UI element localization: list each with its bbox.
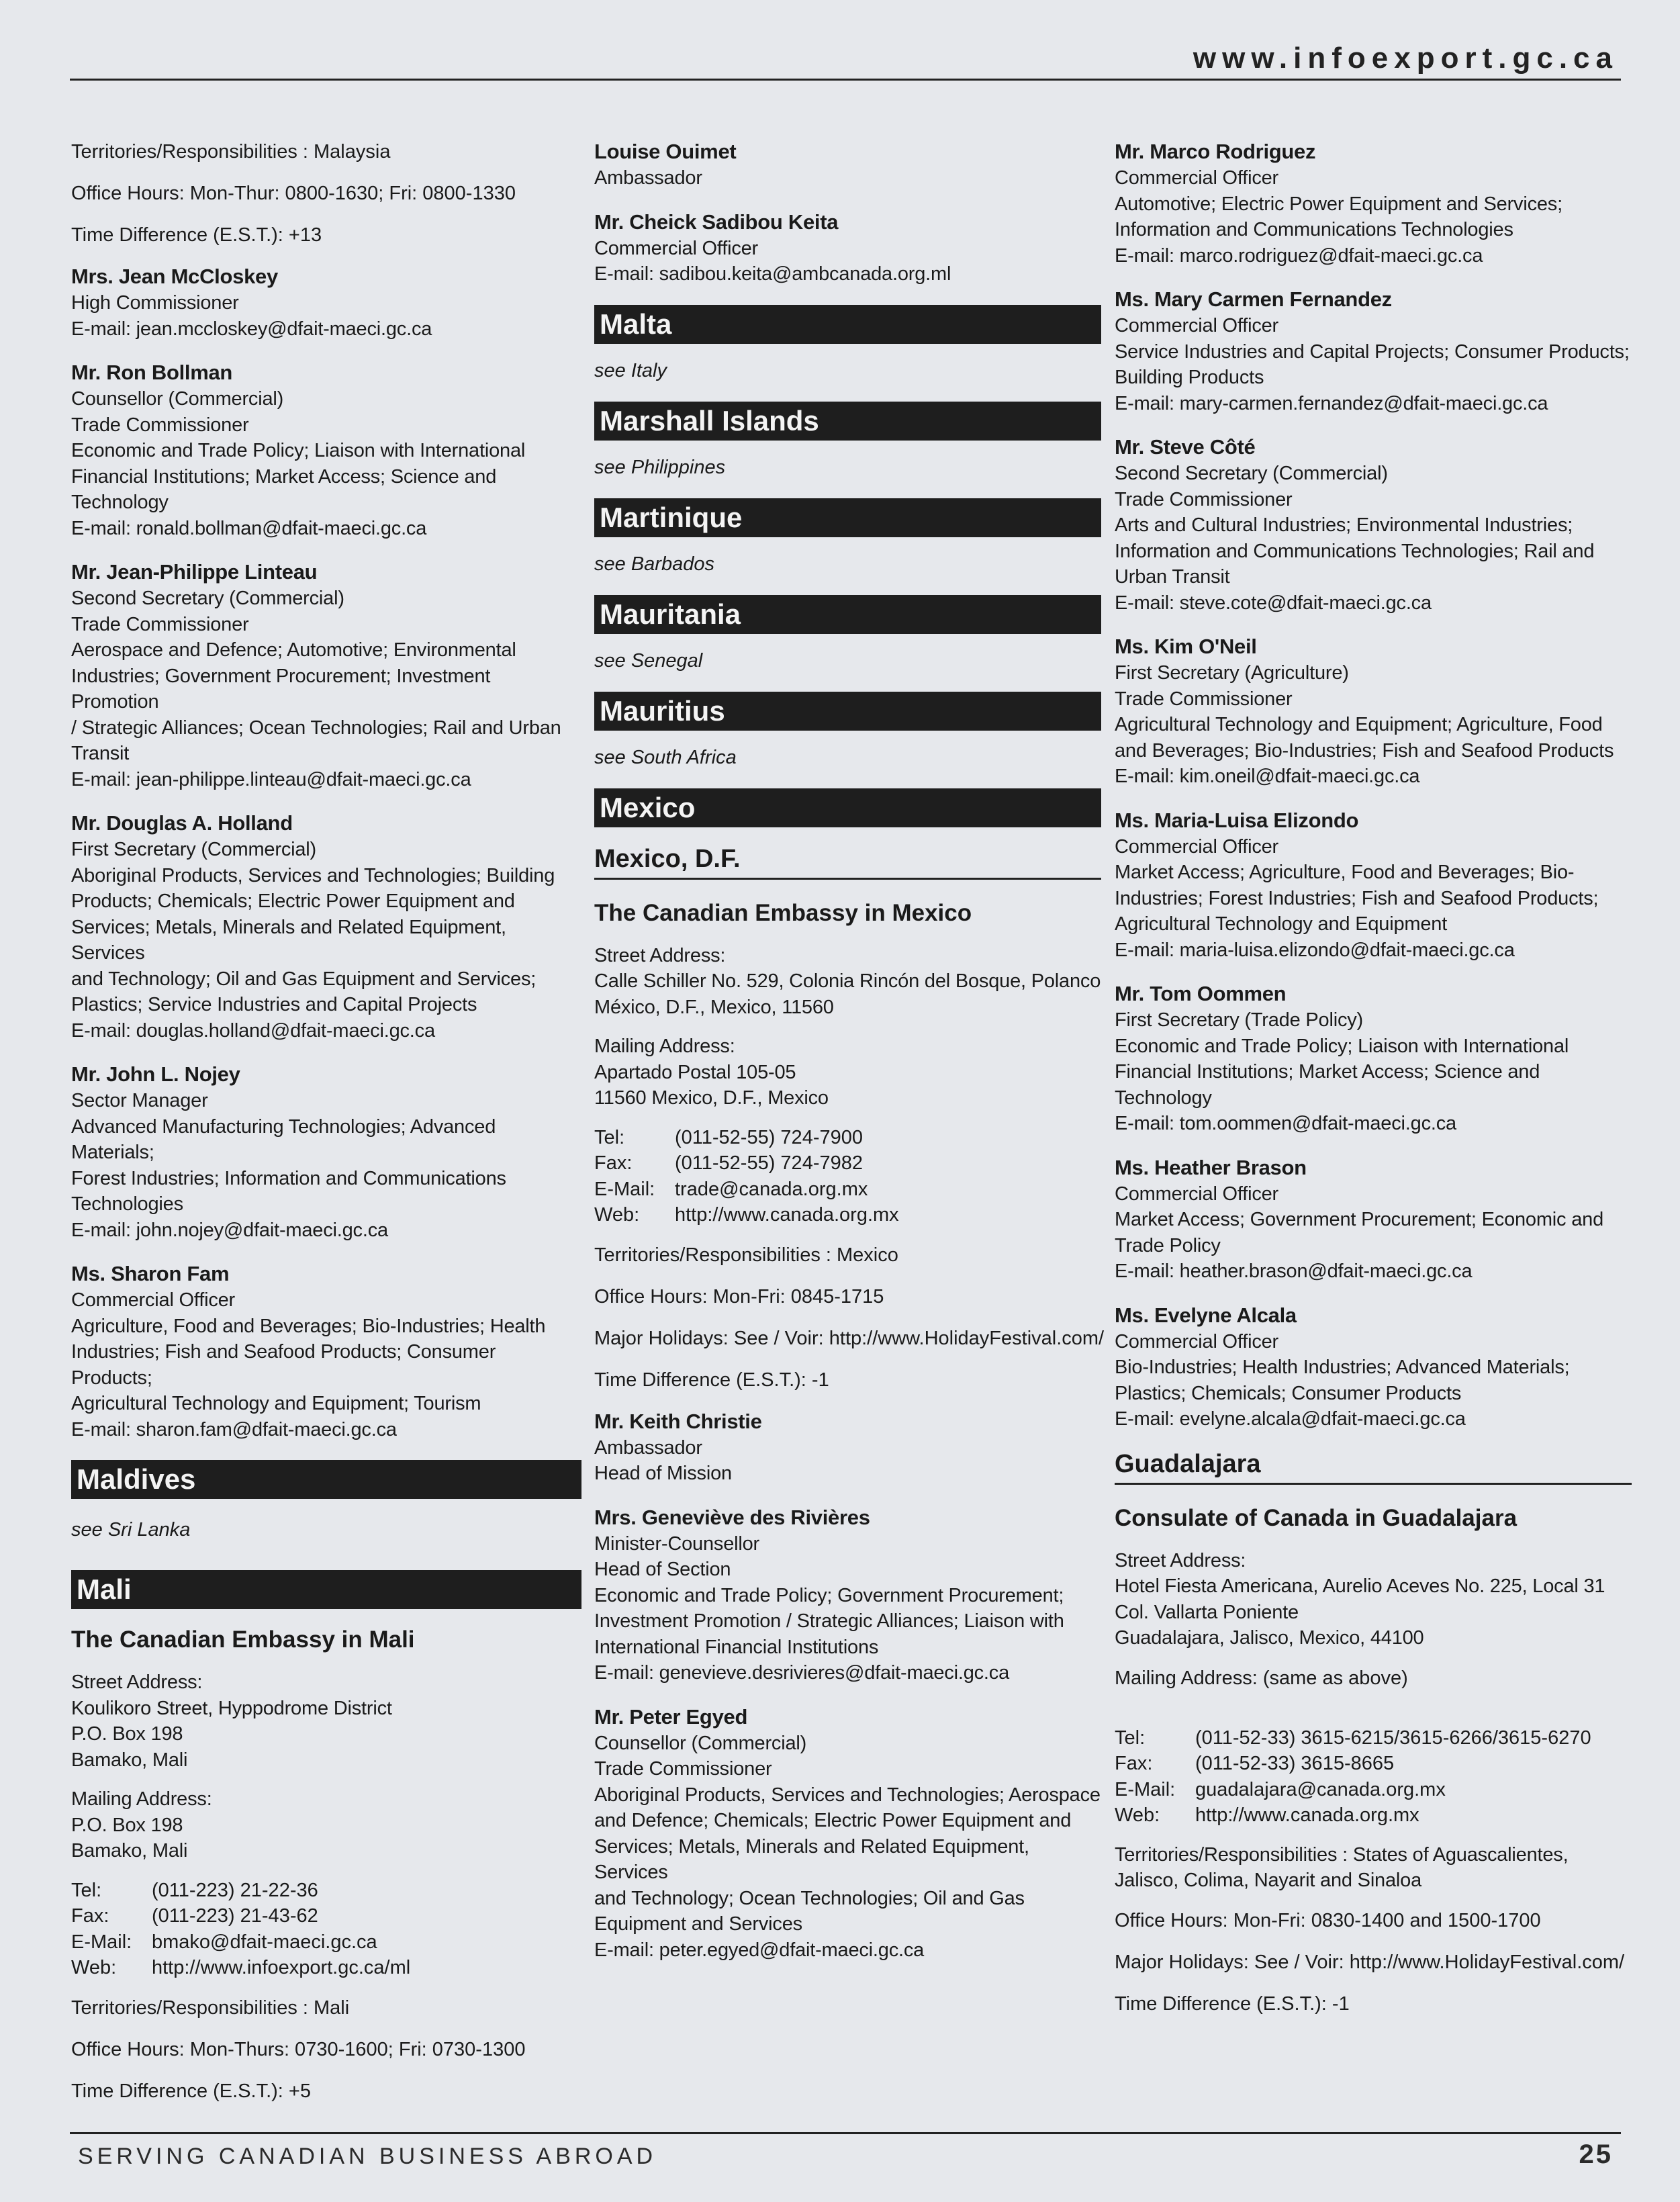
mexico-contacts <box>594 1125 1101 1228</box>
person-detail: Building Products <box>1115 367 1264 388</box>
person-name: Mrs. Geneviève des Rivières <box>594 1505 870 1529</box>
person-detail: First Secretary (Agriculture) <box>1115 662 1349 684</box>
site-url[interactable]: www.infoexport.gc.ca <box>1193 42 1618 75</box>
see-reference-note: see Senegal <box>594 649 703 672</box>
time-difference-mexico: Time Difference (E.S.T.): -1 <box>594 1369 829 1391</box>
col3-people-list <box>1115 138 1632 1432</box>
see-reference-note: see Barbados <box>594 553 714 575</box>
person-detail: Trade Commissioner <box>1115 488 1293 510</box>
person-email[interactable]: E-mail: tom.oommen@dfait-maeci.gc.ca <box>1115 1113 1456 1134</box>
contact-value: (011-223) 21-22-36 <box>152 1879 318 1901</box>
person-email[interactable]: E-mail: jean.mccloskey@dfait-maeci.gc.ca <box>71 318 432 340</box>
contact-person <box>594 138 1101 191</box>
person-detail: Market Access; Agriculture, Food and Beverages; Bio- <box>1115 862 1575 883</box>
see-reference-note: see South Africa <box>594 746 737 768</box>
address-line: 11560 Mexico, D.F., Mexico <box>594 1087 829 1109</box>
person-detail: Sector Manager <box>71 1090 208 1111</box>
major-holidays-mexico: Major Holidays: See / Voir: http://www.HolidayFestival.com/ <box>594 1327 1105 1349</box>
territories-line: Jalisco, Colima, Nayarit and Sinaloa <box>1115 1870 1422 1891</box>
person-email[interactable]: E-mail: sharon.fam@dfait-maeci.gc.ca <box>71 1418 397 1440</box>
mali-street-address <box>71 1669 581 1773</box>
person-detail: Technology <box>71 492 169 513</box>
street-address-label: Street Address: <box>594 944 726 966</box>
person-detail: Transit <box>71 743 130 764</box>
person-email[interactable]: E-mail: mary-carmen.fernandez@dfait-maeci.gc.ca <box>1115 392 1548 414</box>
person-detail: Head of Mission <box>594 1463 732 1484</box>
person-name: Ms. Heather Brason <box>1115 1155 1307 1179</box>
person-detail: Commercial Officer <box>1115 835 1279 858</box>
time-difference-guadalajara: Time Difference (E.S.T.): -1 <box>1115 1992 1350 2015</box>
person-detail: Equipment and Services <box>594 1913 802 1935</box>
contact-person <box>594 1704 1101 1964</box>
person-detail: and Defence; Chemicals; Electric Power Equipment and <box>594 1810 1072 1831</box>
person-detail: Products; Chemicals; Electric Power Equipment and <box>71 890 515 912</box>
person-name: Mr. Cheick Sadibou Keita <box>594 210 839 234</box>
person-detail: Aboriginal Products, Services and Technologies; Building <box>71 864 555 886</box>
person-detail: Service Industries and Capital Projects; Consumer Products; <box>1115 340 1630 363</box>
person-detail: Ambassador <box>594 1436 702 1459</box>
office-title-mexico: The Canadian Embassy in Mexico <box>594 899 972 926</box>
person-name: Mr. Douglas A. Holland <box>71 811 293 835</box>
contact-key: Fax: <box>1115 1753 1153 1774</box>
person-detail: Investment Promotion / Strategic Alliances; Liaison with <box>594 1610 1064 1632</box>
contact-person <box>71 1260 581 1442</box>
office-title-mali: The Canadian Embassy in Mali <box>71 1626 415 1653</box>
person-detail: Trade Commissioner <box>594 1758 772 1780</box>
territories-line: Territories/Responsibilities : States of Aguascalientes, <box>1115 1843 1569 1866</box>
contact-value: (011-52-55) 724-7982 <box>675 1152 863 1174</box>
person-email[interactable]: E-mail: evelyne.alcala@dfait-maeci.gc.ca <box>1115 1408 1466 1430</box>
person-detail: Counsellor (Commercial) <box>594 1732 807 1754</box>
contact-person <box>594 1504 1101 1686</box>
person-detail: Agricultural Technology and Equipment; Tourism <box>71 1393 481 1414</box>
person-detail: Plastics; Chemicals; Consumer Products <box>1115 1382 1462 1404</box>
office-hours-mali: Office Hours: Mon-Thurs: 0730-1600; Fri: 0730-1300 <box>71 2038 526 2060</box>
person-detail: and Beverages; Bio-Industries; Fish and Seafood Products <box>1115 739 1614 762</box>
contact-person <box>71 559 581 792</box>
person-detail: Commercial Officer <box>1115 1330 1279 1352</box>
person-name: Mr. Jean-Philippe Linteau <box>71 560 318 584</box>
person-name: Mr. Ron Bollman <box>71 361 233 384</box>
contact-key: Web: <box>594 1204 640 1226</box>
contact-person <box>71 810 581 1044</box>
person-detail: Aerospace and Defence; Automotive; Environmental <box>71 639 516 661</box>
person-email[interactable]: E-mail: kim.oneil@dfait-maeci.gc.ca <box>1115 766 1420 787</box>
person-detail: Automotive; Electric Power Equipment and Services; <box>1115 193 1562 215</box>
major-holidays-guadalajara: Major Holidays: See / Voir: http://www.HolidayFestival.com/ <box>1115 1951 1625 1973</box>
contact-person <box>1115 286 1632 416</box>
address-line: P.O. Box 198 <box>71 1723 183 1745</box>
country-heading: Marshall Islands <box>594 402 1101 441</box>
contact-row <box>594 1177 1101 1203</box>
contact-person <box>1115 138 1632 269</box>
person-detail: Trade Policy <box>1115 1234 1221 1256</box>
address-line: Koulikoro Street, Hyppodrome District <box>71 1697 392 1719</box>
col2-people-bottom-list <box>594 1408 1101 1964</box>
person-detail: Commercial Officer <box>1115 167 1279 189</box>
contact-row <box>1115 1777 1632 1803</box>
person-email[interactable]: E-mail: maria-luisa.elizondo@dfait-maeci.gc.ca <box>1115 939 1515 961</box>
person-name: Mr. Peter Egyed <box>594 1704 748 1729</box>
top-rule <box>70 79 1621 81</box>
person-detail: Forest Industries; Information and Communications <box>71 1167 506 1189</box>
person-email[interactable]: E-mail: marco.rodriguez@dfait-maeci.gc.ca <box>1115 244 1483 267</box>
contact-row <box>1115 1725 1632 1751</box>
contact-person <box>594 209 1101 287</box>
contact-web-link[interactable]: http://www.infoexport.gc.ca/ml <box>152 1957 411 1978</box>
street-address-label: Street Address: <box>1115 1549 1246 1571</box>
contact-person <box>1115 980 1632 1137</box>
column-2 <box>594 138 1105 1980</box>
mali-mailing-address <box>71 1786 581 1864</box>
contact-key: E-Mail: <box>71 1931 132 1953</box>
contact-value: (011-223) 21-43-62 <box>152 1905 318 1927</box>
address-line: México, D.F., Mexico, 11560 <box>594 996 834 1018</box>
contact-email-link[interactable]: trade@canada.org.mx <box>675 1178 868 1200</box>
person-detail: Technologies <box>71 1193 183 1215</box>
country-see-sections <box>594 305 1101 771</box>
contact-row <box>71 1929 581 1956</box>
contact-row <box>594 1202 1101 1228</box>
person-detail: Commercial Officer <box>1115 1183 1279 1205</box>
person-name: Mr. John L. Nojey <box>71 1062 240 1086</box>
person-email[interactable]: E-mail: genevieve.desrivieres@dfait-maeci.gc.ca <box>594 1662 1010 1684</box>
person-detail: Second Secretary (Commercial) <box>71 588 344 609</box>
person-detail: Information and Communications Technologies <box>1115 219 1513 240</box>
person-email[interactable]: E-mail: heather.brason@dfait-maeci.gc.ca <box>1115 1260 1473 1282</box>
person-detail: Commercial Officer <box>594 237 759 259</box>
person-detail: First Secretary (Trade Policy) <box>1115 1009 1363 1031</box>
address-line: Calle Schiller No. 529, Colonia Rincón del Bosque, Polanco <box>594 970 1101 992</box>
contact-person <box>1115 633 1632 790</box>
person-detail: Counsellor (Commercial) <box>71 388 284 410</box>
country-heading: Malta <box>594 305 1101 344</box>
contact-key: Fax: <box>71 1905 109 1927</box>
country-heading: Martinique <box>594 498 1101 537</box>
contact-person <box>71 263 581 342</box>
person-name: Ms. Kim O'Neil <box>1115 635 1257 658</box>
contact-person <box>1115 1302 1632 1432</box>
person-detail: High Commissioner <box>71 292 239 314</box>
person-email[interactable]: E-mail: john.nojey@dfait-maeci.gc.ca <box>71 1219 388 1241</box>
person-email[interactable]: E-mail: ronald.bollman@dfait-maeci.gc.ca <box>71 517 427 539</box>
contact-email-link[interactable]: guadalajara@canada.org.mx <box>1195 1778 1446 1800</box>
address-line: Bamako, Mali <box>71 1840 188 1862</box>
city-heading-mexico-df: Mexico, D.F. <box>594 845 1101 880</box>
person-detail: and Technology; Oil and Gas Equipment and Services; <box>71 968 536 990</box>
contact-key: Tel: <box>71 1879 102 1901</box>
person-email[interactable]: E-mail: peter.egyed@dfait-maeci.gc.ca <box>594 1939 925 1961</box>
person-email[interactable]: E-mail: sadibou.keita@ambcanada.org.ml <box>594 263 951 285</box>
contact-person <box>1115 807 1632 964</box>
contact-row <box>71 1903 581 1929</box>
person-detail: Agricultural Technology and Equipment <box>1115 913 1448 935</box>
contact-person <box>71 1061 581 1243</box>
contact-key: Fax: <box>594 1152 633 1174</box>
page-number: 25 <box>1579 2140 1613 2169</box>
office-title-guadalajara: Consulate of Canada in Guadalajara <box>1115 1504 1518 1531</box>
territories-mali: Territories/Responsibilities : Mali <box>71 1997 350 2019</box>
contact-person <box>71 359 581 541</box>
office-hours-guadalajara: Office Hours: Mon-Fri: 0830-1400 and 1500-1700 <box>1115 1909 1541 1931</box>
address-line: Guadalajara, Jalisco, Mexico, 44100 <box>1115 1627 1424 1649</box>
contact-row <box>71 1878 581 1904</box>
maldives-see-note: see Sri Lanka <box>71 1519 191 1541</box>
person-detail: Financial Institutions; Market Access; Science and <box>1115 1061 1540 1083</box>
person-name: Mrs. Jean McCloskey <box>71 265 278 288</box>
city-heading-guadalajara: Guadalajara <box>1115 1450 1632 1485</box>
person-email[interactable]: E-mail: douglas.holland@dfait-maeci.gc.ca <box>71 1019 435 1042</box>
street-address-label: Street Address: <box>71 1671 203 1693</box>
person-detail: Aboriginal Products, Services and Technologies; Aerospace <box>594 1784 1101 1806</box>
address-line: Col. Vallarta Poniente <box>1115 1601 1299 1623</box>
person-name: Mr. Keith Christie <box>594 1409 762 1433</box>
person-detail: Agricultural Technology and Equipment; Agriculture, Food <box>1115 714 1603 735</box>
person-detail: Market Access; Government Procurement; Economic and <box>1115 1209 1603 1230</box>
person-detail: Urban Transit <box>1115 566 1230 588</box>
person-detail: Information and Communications Technologies; Rail and <box>1115 540 1595 562</box>
person-detail: Industries; Government Procurement; Investment Promotion <box>71 665 491 713</box>
person-detail: Agriculture, Food and Beverages; Bio-Industries; Health <box>71 1315 546 1337</box>
person-detail: Minister-Counsellor <box>594 1532 759 1555</box>
person-detail: Industries; Forest Industries; Fish and Seafood Products; <box>1115 887 1599 909</box>
person-detail: Financial Institutions; Market Access; Science and <box>71 465 497 488</box>
person-detail: and Technology; Ocean Technologies; Oil and Gas <box>594 1887 1025 1909</box>
column-3 <box>1115 138 1632 2032</box>
contact-row <box>594 1125 1101 1151</box>
country-heading-maldives: Maldives <box>71 1460 581 1499</box>
address-line: Apartado Postal 105-05 <box>594 1061 796 1083</box>
time-difference-mali: Time Difference (E.S.T.): +5 <box>71 2080 311 2102</box>
contact-key: Tel: <box>594 1126 625 1148</box>
territories-malaysia: Territories/Responsibilities : Malaysia <box>71 141 391 163</box>
person-detail: Services; Metals, Minerals and Related Equipment, Services <box>71 916 506 964</box>
contact-key: Web: <box>1115 1804 1160 1826</box>
person-detail: Industries; Fish and Seafood Products; Consumer Products; <box>71 1341 496 1389</box>
contact-person <box>1115 434 1632 616</box>
contact-value: (011-52-33) 3615-8665 <box>1195 1753 1395 1774</box>
country-heading: Mauritania <box>594 595 1101 634</box>
contact-value: (011-52-55) 724-7900 <box>675 1126 863 1148</box>
person-detail: Trade Commissioner <box>1115 688 1293 710</box>
person-detail: Head of Section <box>594 1559 731 1580</box>
mailing-address-label: Mailing Address: <box>71 1788 212 1810</box>
bottom-rule <box>70 2132 1621 2134</box>
person-detail: Advanced Manufacturing Technologies; Advanced Materials; <box>71 1115 496 1163</box>
person-name: Ms. Sharon Fam <box>71 1262 230 1285</box>
contact-row <box>1115 1802 1632 1829</box>
address-line: Bamako, Mali <box>71 1749 188 1771</box>
person-detail: Trade Commissioner <box>71 414 249 436</box>
contact-key: E-Mail: <box>594 1178 655 1200</box>
contact-row <box>594 1150 1101 1177</box>
mailing-address-label: Mailing Address: <box>594 1036 735 1057</box>
mali-contacts <box>71 1878 581 1981</box>
person-name: Mr. Marco Rodriguez <box>1115 140 1316 163</box>
contact-person <box>1115 1154 1632 1285</box>
person-detail: International Financial Institutions <box>594 1636 879 1658</box>
person-detail: Bio-Industries; Health Industries; Advanced Materials; <box>1115 1357 1570 1378</box>
person-detail: Commercial Officer <box>71 1289 236 1311</box>
address-line: Hotel Fiesta Americana, Aurelio Aceves No. 225, Local 31 <box>1115 1575 1605 1597</box>
guadalajara-contacts <box>1115 1725 1632 1829</box>
contact-key: Tel: <box>1115 1727 1146 1749</box>
person-name: Mr. Steve Côté <box>1115 435 1256 459</box>
person-detail: Arts and Cultural Industries; Environmental Industries; <box>1115 514 1573 536</box>
mexico-mailing-address <box>594 1034 1101 1111</box>
person-name: Mr. Tom Oommen <box>1115 982 1287 1005</box>
contact-web-link[interactable]: http://www.canada.org.mx <box>1195 1804 1419 1826</box>
person-name: Ms. Mary Carmen Fernandez <box>1115 287 1392 311</box>
country-heading-mexico: Mexico <box>594 788 1101 827</box>
contact-web-link[interactable]: http://www.canada.org.mx <box>675 1204 899 1226</box>
person-detail: Second Secretary (Commercial) <box>1115 463 1388 484</box>
office-hours-mexico: Office Hours: Mon-Fri: 0845-1715 <box>594 1285 884 1308</box>
column-1 <box>71 138 581 2119</box>
person-name: Louise Ouimet <box>594 140 737 163</box>
mexico-street-address <box>594 943 1101 1021</box>
see-reference-note: see Philippines <box>594 456 726 478</box>
person-name: Ms. Evelyne Alcala <box>1115 1303 1297 1327</box>
contact-person <box>594 1408 1101 1487</box>
col2-people-top-list <box>594 138 1101 287</box>
person-detail: First Secretary (Commercial) <box>71 839 316 860</box>
person-email[interactable]: E-mail: steve.cote@dfait-maeci.gc.ca <box>1115 592 1432 614</box>
person-name: Ms. Maria-Luisa Elizondo <box>1115 808 1359 832</box>
person-detail: Trade Commissioner <box>71 613 249 635</box>
contact-value: (011-52-33) 3615-6215/3615-6266/3615-6270 <box>1195 1727 1591 1749</box>
contact-key: Web: <box>71 1957 117 1978</box>
guadalajara-street-address <box>1115 1548 1632 1651</box>
contact-row <box>71 1955 581 1981</box>
col1-people-list <box>71 263 581 1442</box>
contact-email-link[interactable]: bmako@dfait-maeci.gc.ca <box>152 1931 377 1953</box>
time-difference-malaysia: Time Difference (E.S.T.): +13 <box>71 224 322 246</box>
person-detail: Economic and Trade Policy; Government Procurement; <box>594 1584 1064 1606</box>
person-detail: Economic and Trade Policy; Liaison with International <box>1115 1035 1569 1057</box>
person-detail: Services; Metals, Minerals and Related Equipment, Services <box>594 1835 1029 1883</box>
country-heading: Mauritius <box>594 692 1101 731</box>
contact-key: E-Mail: <box>1115 1778 1176 1800</box>
person-detail: Economic and Trade Policy; Liaison with International <box>71 440 526 461</box>
country-heading-mali: Mali <box>71 1570 581 1609</box>
person-detail: Ambassador <box>594 167 702 189</box>
address-line: P.O. Box 198 <box>71 1814 183 1836</box>
territories-mexico: Territories/Responsibilities : Mexico <box>594 1244 898 1266</box>
territories-guadalajara <box>1115 1842 1632 1894</box>
footer-slogan: SERVING CANADIAN BUSINESS ABROAD <box>78 2144 657 2169</box>
office-hours-malaysia: Office Hours: Mon-Thur: 0800-1630; Fri: 0800-1330 <box>71 183 516 204</box>
person-detail: Plastics; Service Industries and Capital Projects <box>71 994 477 1015</box>
guadalajara-mailing-address: Mailing Address: (same as above) <box>1115 1667 1408 1689</box>
contact-row <box>1115 1751 1632 1777</box>
person-email[interactable]: E-mail: jean-philippe.linteau@dfait-maeci.gc.ca <box>71 768 471 790</box>
person-detail: / Strategic Alliances; Ocean Technologies; Rail and Urban <box>71 717 561 739</box>
person-detail: Technology <box>1115 1087 1212 1109</box>
see-reference-note: see Italy <box>594 359 667 381</box>
person-detail: Commercial Officer <box>1115 315 1279 336</box>
